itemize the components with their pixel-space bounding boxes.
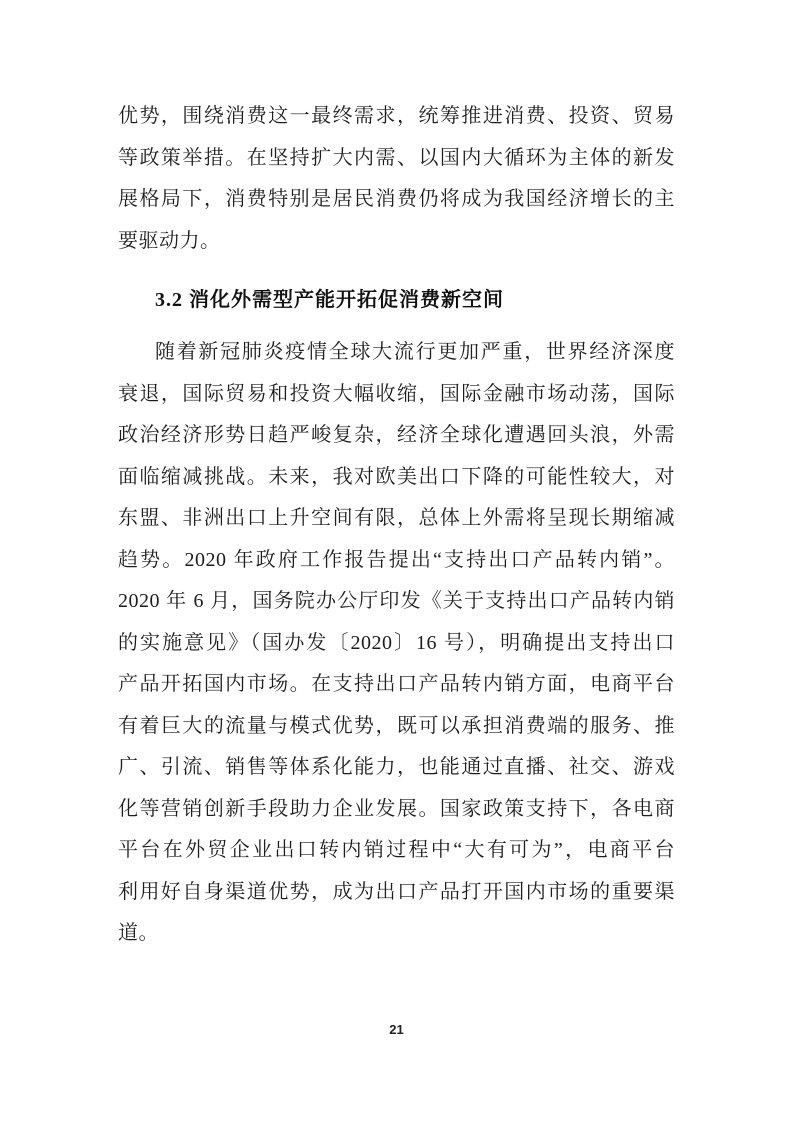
- text-line: 展格局下，消费特别是居民消费仍将成为我国经济增长的主: [118, 188, 675, 210]
- text-line: 化等营销创新手段助力企业发展。国家政策支持下，各电商: [118, 797, 675, 820]
- paragraph-body: [118, 332, 675, 955]
- text-line: 等政策举措。在坚持扩大内需、以国内大循环为主体的新发: [118, 146, 675, 169]
- page-number: 21: [389, 1022, 404, 1037]
- text-line: 东盟、非洲出口上升空间有限，总体上外需将呈现长期缩减: [118, 507, 675, 529]
- text-line: 优势，围绕消费这一最终需求，统筹推进消费、投资、贸易: [118, 105, 675, 127]
- text-line: 道。: [118, 922, 159, 944]
- text-line: 2020 年 6 月，国务院办公厅印发《关于支持出口产品转内销: [118, 590, 675, 612]
- text-line: 趋势。2020 年政府工作报告提出“支持出口产品转内销”。: [118, 548, 675, 571]
- text-line: 政治经济形势日趋严峻复杂，经济全球化遭遇回头浪，外需: [118, 424, 675, 446]
- text-line: 产品开拓国内市场。在支持出口产品转内销方面，电商平台: [118, 673, 675, 695]
- text-line: 有着巨大的流量与模式优势，既可以承担消费端的服务、推: [118, 714, 675, 737]
- section-heading: 3.2 消化外需型产能开拓促消费新空间: [155, 289, 504, 311]
- text-line: 的实施意见》（国办发〔2020〕16 号），明确提出支持出口: [118, 631, 675, 654]
- text-line: 平台在外贸企业出口转内销过程中“大有可为”，电商平台: [118, 839, 675, 861]
- text-line: 广、引流、销售等体系化能力，也能通过直播、社交、游戏: [118, 756, 675, 778]
- text-line: 随着新冠肺炎疫情全球大流行更加严重，世界经济深度: [155, 341, 675, 363]
- paragraph-continuation: [118, 96, 675, 262]
- text-line: 衰退，国际贸易和投资大幅收缩，国际金融市场动荡，国际: [118, 382, 675, 405]
- text-line: 要驱动力。: [118, 229, 221, 252]
- text-line: 利用好自身渠道优势，成为出口产品打开国内市场的重要渠: [118, 880, 675, 903]
- text-line: 面临缩减挑战。未来，我对欧美出口下降的可能性较大，对: [118, 465, 675, 488]
